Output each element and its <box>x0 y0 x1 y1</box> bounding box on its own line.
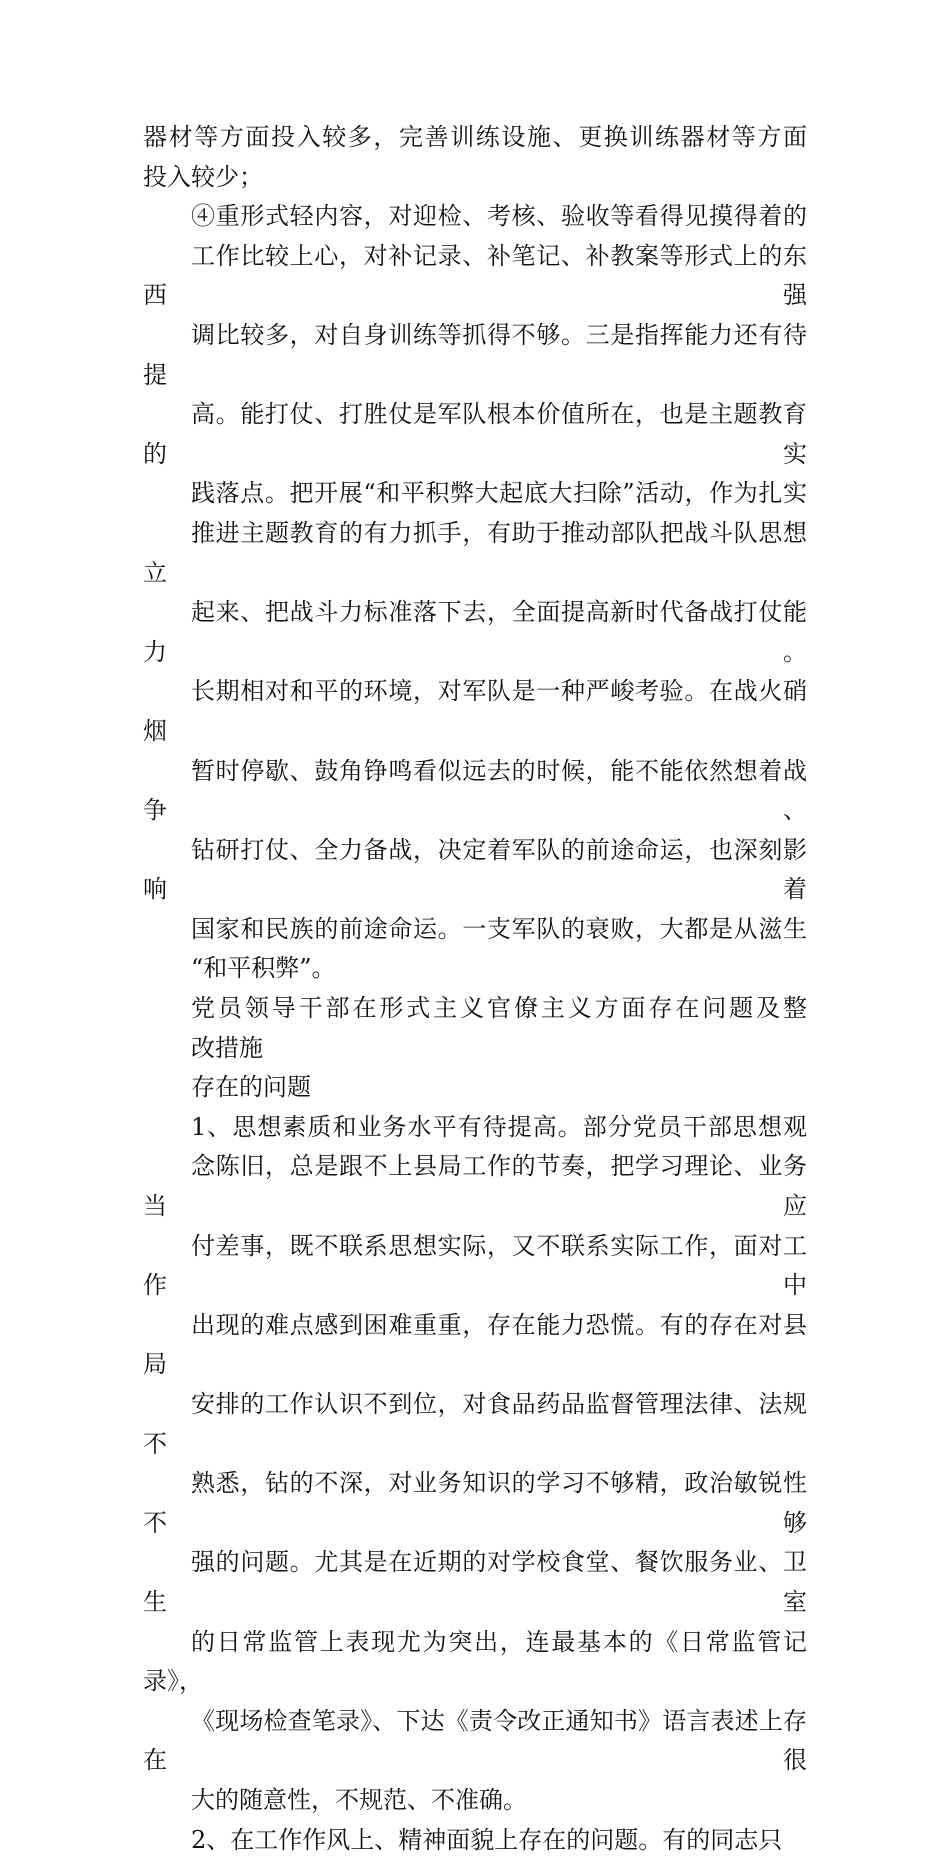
text-line: 存在的问题 <box>191 1073 311 1102</box>
text-line: 付差事，既不联系思想实际，又不联系实际工作，面对工作中 <box>143 1231 807 1300</box>
text-line: 器材等方面投入较多，完善训练设施、更换训练器材等方面 <box>143 123 807 151</box>
text-line: 起来、把战斗力标准落下去，全面提高新时代备战打仗能力。 <box>143 598 807 666</box>
paragraph-p3 <box>143 989 807 1068</box>
paragraph-p1 <box>143 118 807 197</box>
paragraph-p2 <box>143 197 807 989</box>
text-line: 改措施 <box>191 1033 263 1062</box>
text-line: 党员领导干部在形式主义官僚主义方面存在问题及整 <box>191 994 807 1023</box>
document-body <box>143 118 807 1860</box>
text-line: “和平积弊”。 <box>191 954 336 983</box>
paragraph-p6 <box>143 1821 807 1860</box>
text-line: 投入较少； <box>143 162 263 191</box>
text-line: 推进主题教育的有力抓手，有助于推动部队把战斗队思想立 <box>143 518 807 587</box>
paragraph-p5 <box>143 1108 807 1821</box>
text-line: 高。能打仗、打胜仗是军队根本价值所在，也是主题教育的实 <box>143 400 807 468</box>
text-line: 大的随意性，不规范、不准确。 <box>191 1785 527 1814</box>
text-line: 工作比较上心，对补记录、补笔记、补教案等形式上的东西强 <box>143 241 807 310</box>
text-line: 强的问题。尤其是在近期的对学校食堂、餐饮服务业、卫生室 <box>143 1548 807 1616</box>
text-line: ④重形式轻内容，对迎检、考核、验收等看得见摸得着的 <box>191 202 807 231</box>
text-line: 《现场检查笔录》、下达《责令改正通知书》语言表述上存在很 <box>143 1706 807 1775</box>
text-line: 钻研打仗、全力备战，决定着军队的前途命运，也深刻影响着 <box>143 835 807 904</box>
text-line: 2、在工作作风上、精神面貌上存在的问题。有的同志只 <box>191 1825 783 1854</box>
text-line: 长期相对和平的环境，对军队是一种严峻考验。在战火硝烟 <box>143 677 807 745</box>
text-line: 的日常监管上表现尤为突出，连最基本的《日常监管记录》， <box>143 1627 807 1696</box>
paragraph-p4 <box>143 1068 807 1108</box>
text-line: 调比较多，对自身训练等抓得不够。三是指挥能力还有待提 <box>143 320 807 389</box>
text-line: 1、思想素质和业务水平有待提高。部分党员干部思想观 <box>191 1112 807 1141</box>
text-line: 践落点。把开展“和平积弊大起底大扫除”活动，作为扎实 <box>191 479 807 508</box>
text-line: 念陈旧，总是跟不上县局工作的节奏，把学习理论、业务当应 <box>143 1152 807 1221</box>
text-line: 出现的难点感到困难重重，存在能力恐慌。有的存在对县局 <box>143 1310 807 1379</box>
text-line: 暂时停歇、鼓角铮鸣看似远去的时候，能不能依然想着战争、 <box>143 756 807 825</box>
text-line: 熟悉，钻的不深，对业务知识的学习不够精，政治敏锐性不够 <box>143 1469 807 1537</box>
text-line: 安排的工作认识不到位，对食品药品监督管理法律、法规不 <box>143 1390 807 1458</box>
text-line: 国家和民族的前途命运。一支军队的衰败，大都是从滋生 <box>191 914 807 943</box>
